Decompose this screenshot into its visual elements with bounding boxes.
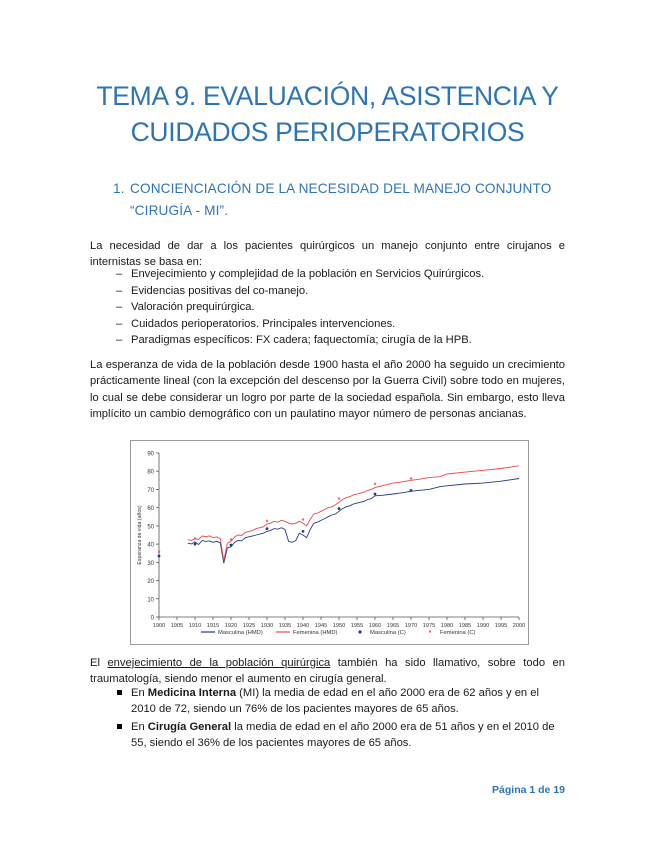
reasons-list: [90, 266, 560, 349]
y-tick-label: 20: [147, 579, 154, 586]
dash-marker: –: [116, 301, 123, 314]
dash-marker: –: [116, 334, 123, 347]
aging-paragraph-pre: El: [90, 657, 108, 669]
section-heading: [113, 178, 583, 222]
list-item-text: Evidencias positivas del co-manejo.: [131, 284, 309, 297]
list-item-text: Valoración prequirúrgica.: [131, 301, 255, 314]
list-item: [90, 283, 560, 300]
x-tick-label: 1910: [188, 623, 202, 629]
specialty-list: [90, 685, 566, 753]
dash-marker: –: [116, 284, 123, 297]
page-number: Página 1 de 19: [492, 784, 565, 796]
data-point: *: [409, 476, 413, 484]
x-tick-label: 1945: [314, 623, 328, 629]
series-line-0: [188, 476, 519, 564]
legend-label: Masculina (C): [370, 630, 406, 636]
section-heading-line-1: CONCIENCIACIÓN DE LA NECESIDAD DEL MANEJO CONJUNTO: [130, 181, 552, 196]
data-point: [266, 527, 269, 530]
list-item: [90, 316, 560, 333]
legend-label: Femenina (HMD): [293, 630, 338, 636]
y-tick-label: 70: [147, 487, 154, 494]
dash-marker: –: [116, 268, 123, 280]
x-tick-label: 1960: [368, 623, 382, 629]
data-point: [302, 530, 305, 533]
y-tick-label: 80: [147, 469, 154, 476]
bullet-pre: En: [131, 720, 148, 733]
legend-swatch: [358, 630, 361, 633]
data-point: *: [157, 549, 161, 557]
list-item: [90, 266, 560, 283]
data-point: [410, 489, 413, 492]
aging-paragraph-post: también ha sido llamativo, sobre todo en traumatología, siendo menor el aumento en cirugía general.: [90, 657, 565, 686]
x-tick-label: 1935: [278, 623, 292, 629]
y-tick-label: 40: [147, 542, 154, 549]
y-tick-label: 60: [147, 506, 154, 513]
series-line-1: [188, 466, 519, 561]
bullet-bold: Medicina Interna: [147, 687, 237, 699]
x-tick-label: 2000: [512, 623, 526, 629]
x-tick-label: 1985: [458, 623, 472, 629]
y-tick-label: 50: [147, 524, 154, 531]
x-tick-label: 1965: [386, 623, 400, 629]
y-tick-label: 30: [147, 560, 154, 567]
x-tick-label: 1920: [224, 623, 238, 629]
data-point: *: [373, 482, 377, 490]
data-point: *: [193, 537, 197, 545]
x-tick-label: 1975: [422, 623, 436, 629]
legend-swatch: *: [428, 630, 432, 637]
page-title: [60, 78, 595, 150]
list-item: [90, 299, 560, 316]
square-bullet-icon: [117, 724, 122, 729]
chart-svg: [131, 441, 528, 644]
life-expectancy-paragraph: La esperanza de vida de la población desde 1900 hasta el año 2000 ha seguido un crecimiento prácticamente lineal (con la excepción del descenso por la Guerra Civil) sobre todo en mujeres, lo cual se debe considerar un logro por parte de la sociedad española. Sin embargo, esto lleva implícito un cambio demográfico con un paulatino mayor número de personas ancianas.: [90, 359, 565, 421]
y-axis-label: Esperanza de vida (años): [137, 505, 143, 565]
bullet-pre: En: [131, 687, 148, 699]
aging-paragraph: [90, 655, 565, 688]
section-number: 1.: [113, 181, 125, 196]
data-point: *: [229, 537, 233, 545]
data-point: *: [301, 517, 305, 525]
x-tick-label: 1950: [332, 623, 346, 629]
data-point: [374, 493, 377, 496]
list-item-text: Envejecimiento y complejidad de la población en Servicios Quirúrgicos.: [131, 268, 485, 280]
x-tick-label: 1970: [404, 623, 418, 629]
x-tick-label: 1940: [296, 623, 310, 629]
life-expectancy-chart: [130, 440, 529, 645]
intro-paragraph: La necesidad de dar a los pacientes quirúrgicos un manejo conjunto entre cirujanos e internistas se basa en:: [90, 240, 565, 269]
list-item: [90, 685, 566, 718]
list-item-text: Cuidados perioperatorios. Principales intervenciones.: [131, 317, 396, 330]
data-point: *: [265, 519, 269, 527]
list-item-text: Paradigmas específicos: FX cadera; faquectomía; cirugía de la HPB.: [131, 334, 472, 347]
legend-label: Masculina (HMD): [218, 630, 263, 636]
x-tick-label: 1905: [170, 623, 184, 629]
page-title-line-2: CUIDADOS PERIOPERATORIOS: [130, 117, 525, 147]
section-heading-line-2: “CIRUGÍA - MI”.: [130, 203, 229, 218]
x-tick-label: 1930: [260, 623, 274, 629]
x-tick-label: 1995: [494, 623, 508, 629]
y-tick-label: 10: [147, 597, 154, 604]
page-title-line-1: TEMA 9. EVALUACIÓN, ASISTENCIA Y: [96, 81, 559, 111]
legend-label: Femenina (C): [440, 630, 476, 636]
data-point: *: [337, 496, 341, 504]
aging-paragraph-underlined: envejecimiento de la población quirúrgica: [107, 657, 331, 669]
bullet-post: (MI) la media de edad en el año 2000 era de 62 años y en el 2010 de 72, siendo un 76% de los pacientes mayores de 65 años.: [131, 687, 539, 716]
x-tick-label: 1900: [152, 623, 166, 629]
list-item: [90, 332, 560, 349]
x-tick-label: 1980: [440, 623, 454, 629]
list-item: [90, 719, 566, 752]
x-tick-label: 1915: [206, 623, 220, 629]
x-tick-label: 1925: [242, 623, 256, 629]
bullet-bold: Cirugía General: [147, 720, 232, 733]
dash-marker: –: [116, 317, 123, 330]
data-point: [338, 507, 341, 510]
x-tick-label: 1990: [476, 623, 490, 629]
x-tick-label: 1955: [350, 623, 364, 629]
bullet-post: la media de edad en el año 2000 era de 51 años y en el 2010 de 55, siendo el 36% de los pacientes mayores de 65 años.: [131, 720, 555, 750]
square-bullet-icon: [117, 690, 122, 695]
y-tick-label: 90: [147, 451, 154, 458]
y-tick-label: 0: [150, 615, 154, 622]
